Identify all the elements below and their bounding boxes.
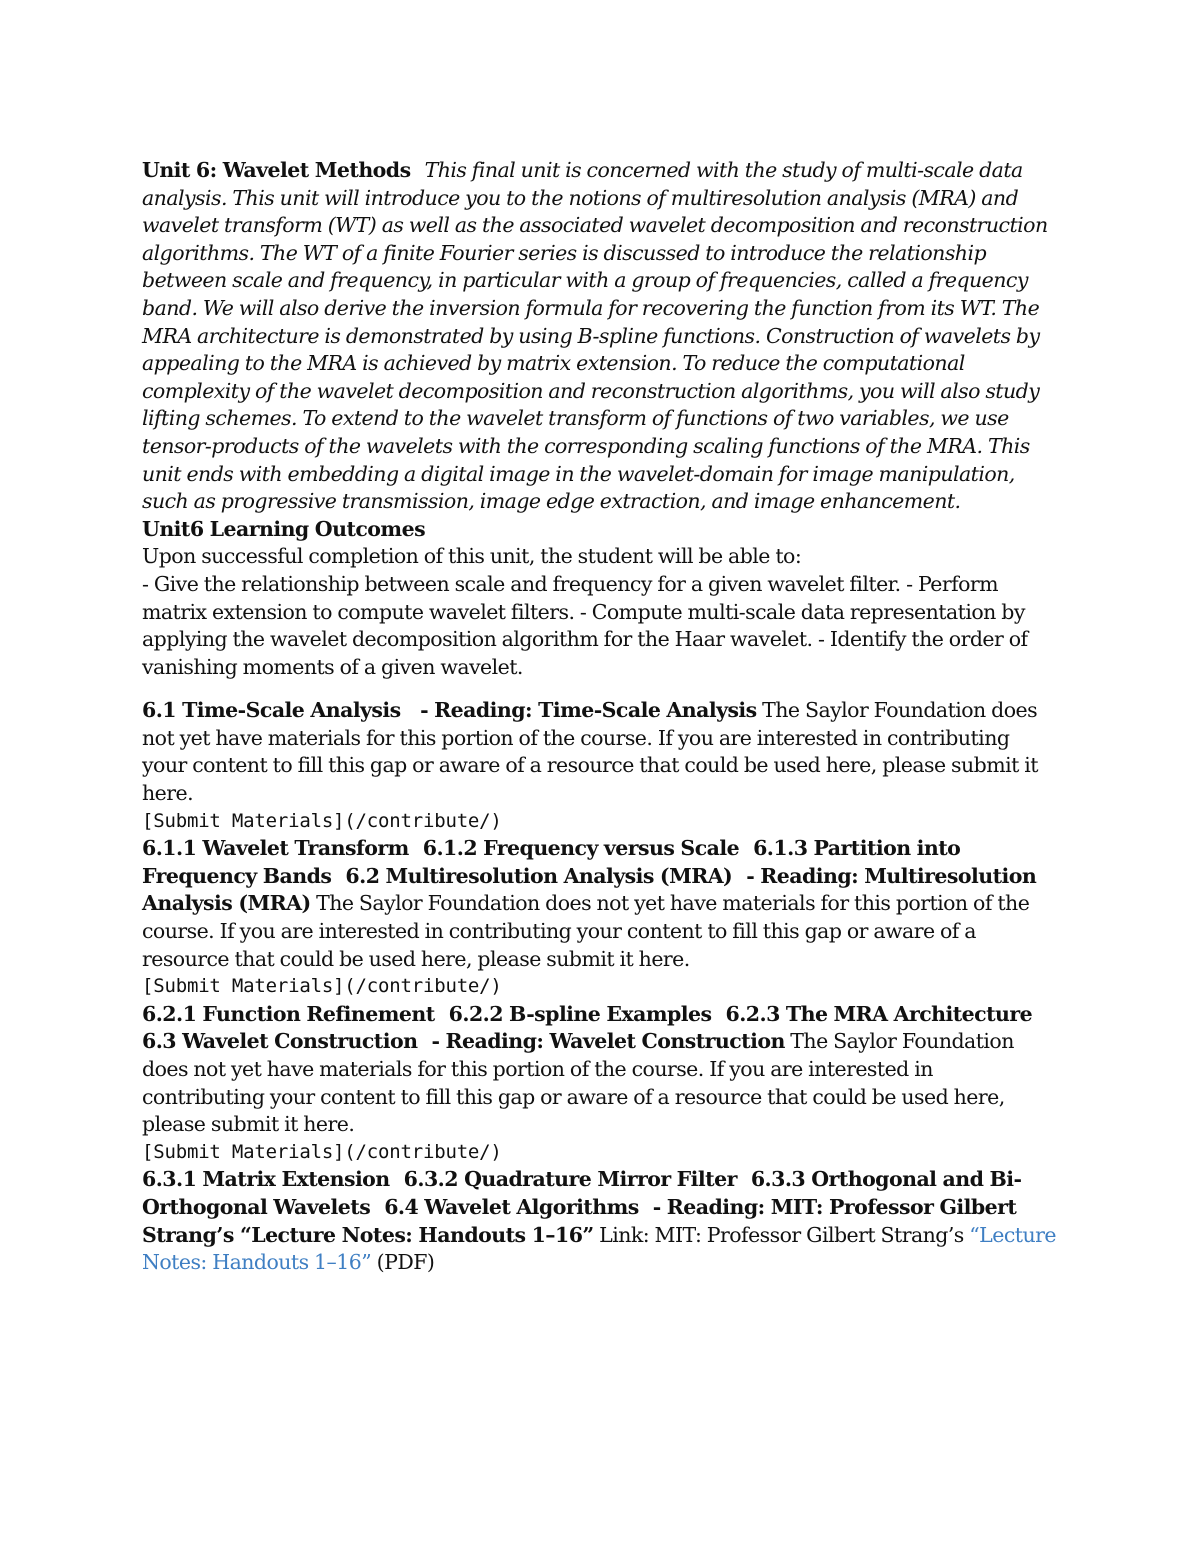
subsection-6-1-2[interactable]: 6.1.2 Frequency versus Scale: [422, 836, 740, 861]
section-6-3: [142, 1001, 1057, 1139]
unit-intro-paragraph: [142, 157, 1057, 516]
subsection-6-1-3[interactable]: 6.1.3 Partition into Frequency Bands: [142, 836, 961, 888]
section-6-2: [142, 835, 1057, 973]
section-heading-6-1[interactable]: 6.1 Time-Scale Analysis: [142, 698, 401, 723]
outcomes-intro: Upon successful completion of this unit, the student will be able to:: [142, 544, 802, 569]
document-page: [142, 157, 1057, 1277]
subsection-6-2-3[interactable]: 6.2.3 The MRA Architecture: [725, 1001, 1033, 1026]
outcomes-list: - Give the relationship between scale and frequency for a given wavelet filter. - Perform matrix extension to compute wavelet filters. - Compute multi-scale data representation by applying the wavelet decomposition algorithm for the Haar wavelet. - Identify the order of vanishing moments of a given wavelet.: [142, 571, 1028, 679]
submit-materials-link-2[interactable]: [Submit Materials](/contribute/): [142, 975, 502, 998]
subsection-6-3-2[interactable]: 6.3.2 Quadrature Mirror Filter: [403, 1167, 737, 1192]
placeholder-text-6-3: The Saylor Foundation does not yet have materials for this portion of the course. If you are interested in contributing your content to fill this gap or aware of a resource that could be used here, please submit it here.: [142, 1029, 1014, 1137]
section-6-4: [142, 1166, 1057, 1276]
submit-materials-link-1[interactable]: [Submit Materials](/contribute/): [142, 809, 502, 832]
link-suffix-6-4: (PDF): [376, 1250, 435, 1275]
section-heading-6-3[interactable]: 6.3 Wavelet Construction: [142, 1029, 418, 1054]
reading-title-6-1[interactable]: - Reading: Time-Scale Analysis: [420, 698, 757, 723]
outcomes-heading: Unit6 Learning Outcomes: [142, 516, 426, 541]
reading-title-6-2[interactable]: - Reading: Multiresolution Analysis (MRA): [142, 863, 1037, 916]
subsection-6-2-1[interactable]: 6.2.1 Function Refinement: [142, 1001, 435, 1026]
section-heading-6-4[interactable]: 6.4 Wavelet Algorithms: [384, 1194, 639, 1219]
reading-title-6-4[interactable]: - Reading: MIT: Professor Gilbert Strang’s “Lecture Notes: Handouts 1–16”: [142, 1194, 1017, 1247]
section-6-1: [142, 697, 1057, 807]
learning-outcomes: [142, 516, 1057, 682]
subsection-6-3-1[interactable]: 6.3.1 Matrix Extension: [142, 1167, 390, 1192]
link-prefix-6-4: Link: MIT: Professor Gilbert Strang’s: [599, 1222, 964, 1247]
lecture-notes-link[interactable]: “Lecture Notes: Handouts 1–16”: [142, 1222, 1056, 1275]
section-heading-6-2[interactable]: 6.2 Multiresolution Analysis (MRA): [345, 863, 733, 888]
subsection-6-2-2[interactable]: 6.2.2 B-spline Examples: [448, 1001, 712, 1026]
unit-description: This final unit is concerned with the study of multi-scale data analysis. This unit will introduce you to the notions of multiresolution analysis (MRA) and wavelet transform (WT) as well as the associated wavelet decomposition and reconstruction algorithms. The WT of a finite Fourier series is discussed to introduce the relationship between scale and frequency, in particular with a group of frequencies, called a frequency band. We will also derive the inversion formula for recovering the function from its WT. The MRA architecture is demonstrated by using B-spline functions. Construction of wavelets by appealing to the MRA is achieved by matrix extension. To reduce the computational complexity of the wavelet decomposition and reconstruction algorithms, you will also study lifting schemes. To extend to the wavelet transform of functions of two variables, we use tensor-products of the wavelets with the corresponding scaling functions of the MRA. This unit ends with embedding a digital image in the wavelet-domain for image manipulation, such as progressive transmission, image edge extraction, and image enhancement.: [142, 158, 1048, 514]
unit-title: Unit 6: Wavelet Methods: [142, 158, 411, 182]
reading-title-6-3[interactable]: - Reading: Wavelet Construction: [431, 1029, 785, 1054]
subsection-6-3-3[interactable]: 6.3.3 Orthogonal and Bi-Orthogonal Wavelets: [142, 1167, 1022, 1219]
subsection-6-1-1[interactable]: 6.1.1 Wavelet Transform: [142, 836, 409, 861]
submit-materials-link-3[interactable]: [Submit Materials](/contribute/): [142, 1140, 502, 1163]
placeholder-text-6-1: The Saylor Foundation does not yet have materials for this portion of the course. If you are interested in contributing your content to fill this gap or aware of a resource that could be used here, please submit it here.: [142, 698, 1038, 806]
placeholder-text-6-2: The Saylor Foundation does not yet have materials for this portion of the course. If you are interested in contributing your content to fill this gap or aware of a resource that could be used here, please submit it here.: [142, 891, 1030, 971]
